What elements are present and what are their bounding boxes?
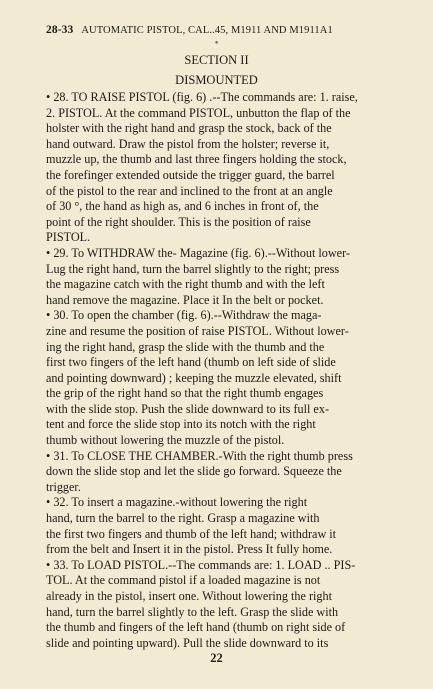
text-line: the forefinger extended outside the trigger guard, the barrel xyxy=(46,167,335,182)
running-header xyxy=(46,24,387,36)
text-line: holster with the right hand and grasp the stock, back of the xyxy=(46,121,332,136)
text-line: • 28. TO RAISE PISTOL (fig. 6) .--The commands are: 1. raise, xyxy=(46,90,358,104)
body-text xyxy=(46,90,387,651)
text-line: already in the pistol, insert one. Without lowering the right xyxy=(46,589,332,603)
text-line: • 30. To open the chamber (fig. 6).--Withdraw the maga- xyxy=(46,308,322,323)
paragraph xyxy=(46,495,387,557)
text-line: 2. PISTOL. At the command PISTOL, unbutton the flap of the xyxy=(46,105,351,120)
text-line: • 32. To insert a magazine.-without lowering the right xyxy=(46,495,308,510)
text-line: with the slide stop. Push the slide downward to its full ex- xyxy=(46,401,329,416)
paragraph xyxy=(46,558,387,652)
text-line: first two fingers of the left hand (thumb on left side of slide xyxy=(46,355,336,370)
text-line: tent and force the slide stop into its notch with the right xyxy=(46,417,316,432)
text-line: PISTOL. xyxy=(46,230,91,245)
text-line: • 29. To WITHDRAW the- Magazine (fig. 6).--Without lower- xyxy=(46,245,350,260)
text-line: the magazine catch with the right thumb and with the left xyxy=(46,277,325,292)
text-line: the thumb and fingers of the left hand (thumb on right side of xyxy=(46,620,346,635)
section-title: SECTION II xyxy=(184,53,249,67)
text-line: ing the right hand, grasp the slide with the thumb and the xyxy=(46,339,325,354)
text-line: trigger. xyxy=(46,479,81,494)
text-line: TOL. At the command pistol if a loaded magazine is not xyxy=(46,573,321,588)
paragraph xyxy=(46,90,387,246)
text-line: from the belt and Insert it in the pistol. Press It fully home. xyxy=(46,542,333,557)
dot-ornament-icon: ● xyxy=(214,40,219,46)
text-line: • 31. To CLOSE THE CHAMBER.-With the right thumb press xyxy=(46,448,353,463)
text-line: thumb without lowering the muzzle of the pistol. xyxy=(46,433,285,448)
text-line: • 33. To LOAD PISTOL.--The commands are: 1. LOAD .. PIS- xyxy=(46,557,356,572)
header-title: AUTOMATIC PISTOL, CAL..45, M1911 AND M1911A1 xyxy=(81,25,333,36)
text-line: point of the right shoulder. This is the position of raise xyxy=(46,214,311,229)
text-line: the grip of the right hand so that the right thumb engages xyxy=(46,386,324,401)
page-number: 22 xyxy=(210,651,223,665)
paragraph xyxy=(46,246,387,308)
text-line: zine and resume the position of raise PISTOL. Without lower- xyxy=(46,323,349,338)
text-line: hand, turn the barrel slightly to the left. Grasp the slide with xyxy=(46,604,339,619)
text-line: hand outward. Draw the pistol from the holster; reverse it, xyxy=(46,136,330,151)
text-line: hand, turn the barrel to the right. Grasp a magazine with xyxy=(46,511,320,526)
section-subtitle: DISMOUNTED xyxy=(175,73,258,87)
paragraph xyxy=(46,308,387,448)
paragraph xyxy=(46,449,387,496)
text-line: down the slide stop and let the slide go forward. Squeeze the xyxy=(46,464,342,479)
text-line: and pointing downward) ; keeping the muzzle elevated, shift xyxy=(46,370,342,385)
text-line: the first two fingers and thumb of the left hand; withdraw it xyxy=(46,526,337,541)
text-line: muzzle up, the thumb and last three fingers holding the stock, xyxy=(46,152,347,167)
text-line: slide and pointing upward). Pull the slide downward to its xyxy=(46,635,329,650)
text-line: of the pistol to the rear and inclined to the front at an angle xyxy=(46,183,333,198)
text-line: Lug the right hand, turn the barrel slightly to the right; press xyxy=(46,261,340,276)
text-line: hand remove the magazine. Place it In the belt or pocket. xyxy=(46,292,324,307)
text-line: of 30 °, the hand as high as, and 6 inches in front of, the xyxy=(46,199,319,214)
header-folio: 28-33 xyxy=(46,24,74,36)
